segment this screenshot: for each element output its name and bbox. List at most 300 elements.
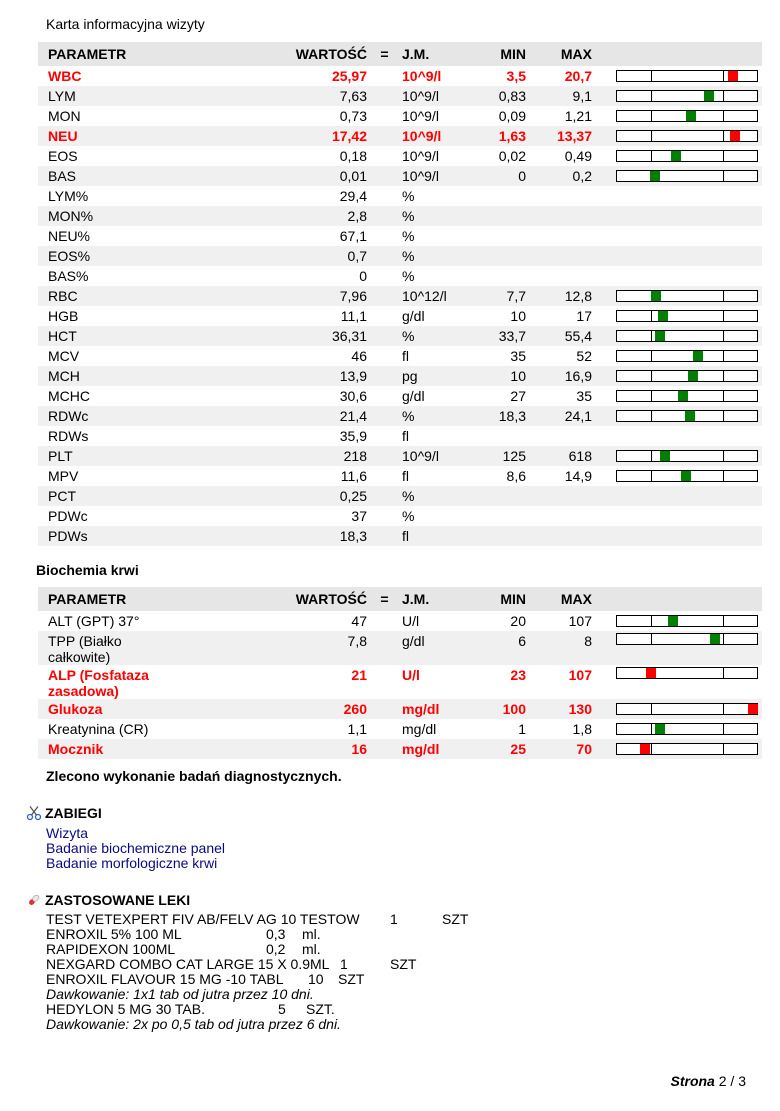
range-bar xyxy=(616,633,758,645)
range-bar-cell xyxy=(592,506,762,526)
param-unit: % xyxy=(402,408,415,424)
range-bar-cell xyxy=(592,426,762,446)
range-bar xyxy=(616,350,758,362)
range-tick xyxy=(651,331,652,341)
range-tick xyxy=(723,111,724,121)
param-max xyxy=(526,266,592,286)
range-bar xyxy=(616,470,758,482)
param-unit: 10^9/l xyxy=(402,128,442,144)
range-marker xyxy=(704,91,714,101)
param-min xyxy=(454,486,526,506)
range-bar-cell xyxy=(592,246,762,266)
table-row xyxy=(38,366,762,386)
param-max: 9,1 xyxy=(572,88,592,104)
param-min xyxy=(454,246,526,266)
range-tick xyxy=(723,451,724,461)
param-name: HGB xyxy=(48,308,79,324)
med-text: HEDYLON 5 MG 30 TAB. xyxy=(46,1001,205,1017)
range-tick xyxy=(723,131,724,141)
param-max xyxy=(526,486,592,506)
range-tick xyxy=(723,616,724,626)
eq-cell xyxy=(367,166,402,186)
range-marker xyxy=(728,71,738,81)
eq-cell xyxy=(367,226,402,246)
param-name: WBC xyxy=(48,68,82,84)
eq-cell xyxy=(367,699,402,719)
param-name: PLT xyxy=(48,448,73,464)
med-quantity: SZT xyxy=(338,971,365,987)
header-range-bar xyxy=(592,587,762,611)
range-tick xyxy=(651,111,652,121)
param-min: 100 xyxy=(502,701,526,717)
param-name: MON% xyxy=(48,208,94,224)
range-bar xyxy=(616,390,758,402)
table-row xyxy=(38,246,762,266)
range-marker xyxy=(650,171,660,181)
eq-cell xyxy=(367,306,402,326)
param-unit: U/l xyxy=(402,613,420,629)
eq-cell xyxy=(367,426,402,446)
param-name: MON xyxy=(48,108,81,124)
param-max: 24,1 xyxy=(564,408,592,424)
eq-cell xyxy=(367,406,402,426)
param-max xyxy=(526,506,592,526)
param-min: 8,6 xyxy=(506,468,526,484)
range-tick xyxy=(651,724,652,734)
param-value: 13,9 xyxy=(339,368,367,384)
range-bar xyxy=(616,150,758,162)
param-min: 1 xyxy=(518,721,526,737)
param-value: 21,4 xyxy=(339,408,367,424)
range-marker xyxy=(685,411,695,421)
range-tick xyxy=(723,668,724,678)
param-value: 218 xyxy=(343,448,367,464)
header-value: WARTOŚĆ xyxy=(295,591,367,607)
param-min: 23 xyxy=(510,667,526,683)
param-unit: g/dl xyxy=(402,633,425,649)
range-bar xyxy=(616,743,758,755)
param-value: 0,73 xyxy=(339,108,367,124)
med-text: NEXGARD COMBO CAT LARGE 15 X 0.9ML xyxy=(46,956,330,972)
param-max: 17 xyxy=(576,308,592,324)
param-name: RDWs xyxy=(48,428,89,444)
table-row xyxy=(38,66,762,86)
table-row xyxy=(38,226,762,246)
param-value: 67,1 xyxy=(339,228,367,244)
param-min: 6 xyxy=(518,633,526,649)
table-row xyxy=(38,146,762,166)
range-bar-cell xyxy=(592,526,762,546)
range-tick xyxy=(651,71,652,81)
med-quantity: SZT xyxy=(390,956,417,972)
param-unit: fl xyxy=(402,468,409,484)
table-row xyxy=(38,611,762,631)
range-tick xyxy=(651,91,652,101)
param-value: 36,31 xyxy=(331,328,367,344)
table-row xyxy=(38,126,762,146)
eq-cell xyxy=(367,126,402,146)
param-min xyxy=(454,206,526,226)
param-max: 35 xyxy=(576,388,592,404)
range-tick xyxy=(651,616,652,626)
range-bar xyxy=(616,615,758,627)
table-row xyxy=(38,506,762,526)
range-marker xyxy=(688,371,698,381)
med-quantity: ml. xyxy=(302,926,321,942)
header-min: MIN xyxy=(500,46,526,62)
range-bar xyxy=(616,310,758,322)
param-name: EOS% xyxy=(48,248,91,264)
range-bar-cell xyxy=(592,186,762,206)
range-tick xyxy=(651,391,652,401)
param-min: 0,02 xyxy=(498,148,526,164)
param-max: 1,8 xyxy=(572,721,592,737)
param-name: MCHC xyxy=(48,388,90,404)
param-name: MCV xyxy=(48,348,80,364)
range-bar-cell xyxy=(592,126,762,146)
eq-cell xyxy=(367,506,402,526)
param-name: EOS xyxy=(48,148,78,164)
range-marker xyxy=(646,668,656,678)
morphology-table xyxy=(38,42,762,546)
range-marker xyxy=(671,151,681,161)
eq-cell xyxy=(367,486,402,506)
param-name: NEU% xyxy=(48,228,91,244)
range-marker xyxy=(678,391,688,401)
param-max: 107 xyxy=(568,613,592,629)
range-bar-cell xyxy=(592,665,762,699)
param-unit: % xyxy=(402,208,415,224)
eq-cell xyxy=(367,206,402,226)
med-text: ENROXIL 5% 100 ML xyxy=(46,926,182,942)
param-value: 37 xyxy=(351,508,367,524)
range-tick xyxy=(723,704,724,714)
range-bar xyxy=(616,703,758,715)
range-marker xyxy=(730,131,740,141)
range-bar xyxy=(616,370,758,382)
param-unit: % xyxy=(402,248,415,264)
param-max: 14,9 xyxy=(564,468,592,484)
range-tick xyxy=(723,311,724,321)
range-marker xyxy=(651,291,661,301)
param-max xyxy=(526,526,592,546)
scissors-icon xyxy=(26,805,42,821)
table-row xyxy=(38,526,762,546)
med-text: Dawkowanie: 1x1 tab od jutra przez 10 dni. xyxy=(46,986,314,1002)
range-tick xyxy=(723,411,724,421)
param-max: 13,37 xyxy=(556,128,592,144)
param-max: 16,9 xyxy=(564,368,592,384)
param-name: BAS xyxy=(48,168,77,184)
param-min: 10 xyxy=(510,308,526,324)
med-quantity: 10 xyxy=(308,971,324,987)
param-name: TPP (Białko całkowite) xyxy=(48,633,122,665)
param-max: 8 xyxy=(584,633,592,649)
range-tick xyxy=(723,171,724,181)
param-value: 25,97 xyxy=(331,68,367,84)
header-max: MAX xyxy=(560,46,592,62)
range-marker xyxy=(655,724,665,734)
range-bar xyxy=(616,410,758,422)
table-row xyxy=(38,206,762,226)
range-tick xyxy=(723,331,724,341)
med-text: ENROXIL FLAVOUR 15 MG -10 TABL xyxy=(46,971,284,987)
param-name: PDWc xyxy=(48,508,88,524)
param-value: 0,18 xyxy=(339,148,367,164)
param-min: 35 xyxy=(510,348,526,364)
header-min: MIN xyxy=(500,591,526,607)
eq-cell xyxy=(367,266,402,286)
medications-title: ZASTOSOWANE LEKI xyxy=(45,892,191,908)
header-eq: = xyxy=(380,591,389,607)
range-tick xyxy=(651,634,652,644)
param-value: 29,4 xyxy=(339,188,367,204)
param-unit: mg/dl xyxy=(402,741,440,757)
eq-cell xyxy=(367,739,402,759)
param-max: 0,2 xyxy=(572,168,592,184)
param-name: ALT (GPT) 37° xyxy=(48,613,140,629)
eq-cell xyxy=(367,86,402,106)
eq-cell xyxy=(367,631,402,665)
param-name: Kreatynina (CR) xyxy=(48,721,149,737)
param-unit: fl xyxy=(402,528,409,544)
document-title: Karta informacyjna wizyty xyxy=(46,16,205,32)
table-row xyxy=(38,346,762,366)
param-min xyxy=(454,186,526,206)
pill-icon xyxy=(26,892,42,908)
header-value: WARTOŚĆ xyxy=(295,46,367,62)
table-row xyxy=(38,266,762,286)
range-bar-cell xyxy=(592,366,762,386)
param-min xyxy=(454,526,526,546)
header-param: PARAMETR xyxy=(48,591,127,607)
med-text: Dawkowanie: 2x po 0,5 tab od jutra przez 6 dni. xyxy=(46,1016,341,1032)
range-bar xyxy=(616,330,758,342)
param-unit: 10^9/l xyxy=(402,68,442,84)
range-bar xyxy=(616,170,758,182)
param-name: MPV xyxy=(48,468,79,484)
range-marker xyxy=(655,331,665,341)
eq-cell xyxy=(367,386,402,406)
param-min: 0 xyxy=(518,168,526,184)
header-eq: = xyxy=(380,46,389,62)
range-bar-cell xyxy=(592,406,762,426)
param-max: 0,49 xyxy=(564,148,592,164)
med-quantity: SZT. xyxy=(306,1001,335,1017)
range-bar-cell xyxy=(592,486,762,506)
eq-cell xyxy=(367,719,402,739)
med-quantity: ml. xyxy=(302,941,321,957)
param-min: 33,7 xyxy=(498,328,526,344)
range-tick xyxy=(651,704,652,714)
param-unit: % xyxy=(402,268,415,284)
eq-cell xyxy=(367,466,402,486)
range-tick xyxy=(723,371,724,381)
param-max xyxy=(526,246,592,266)
param-min: 0,09 xyxy=(498,108,526,124)
range-bar xyxy=(616,90,758,102)
range-tick xyxy=(651,131,652,141)
eq-cell xyxy=(367,286,402,306)
range-marker xyxy=(660,451,670,461)
med-quantity: 5 xyxy=(278,1001,286,1017)
range-bar xyxy=(616,130,758,142)
param-unit: % xyxy=(402,328,415,344)
range-tick xyxy=(723,71,724,81)
param-max: 1,21 xyxy=(564,108,592,124)
param-value: 46 xyxy=(351,348,367,364)
procedure-item: Badanie biochemiczne panel xyxy=(46,840,226,856)
range-bar xyxy=(616,723,758,735)
med-quantity: SZT xyxy=(442,911,469,927)
param-min: 20 xyxy=(510,613,526,629)
param-value: 30,6 xyxy=(339,388,367,404)
param-max: 130 xyxy=(568,701,592,717)
table-row xyxy=(38,631,762,665)
med-text: RAPIDEXON 100ML xyxy=(46,941,176,957)
table-row xyxy=(38,426,762,446)
range-bar-cell xyxy=(592,206,762,226)
param-value: 260 xyxy=(343,701,367,717)
table-row xyxy=(38,446,762,466)
param-min: 10 xyxy=(510,368,526,384)
range-bar-cell xyxy=(592,106,762,126)
table-header-row xyxy=(38,587,762,611)
table-row xyxy=(38,166,762,186)
biochemistry-table xyxy=(38,587,762,759)
range-bar-cell xyxy=(592,446,762,466)
param-unit: 10^9/l xyxy=(402,88,439,104)
procedure-item: Wizyta xyxy=(46,825,88,841)
eq-cell xyxy=(367,366,402,386)
param-value: 47 xyxy=(351,613,367,629)
range-marker xyxy=(693,351,703,361)
param-name: RDWc xyxy=(48,408,89,424)
param-min: 1,63 xyxy=(498,128,526,144)
range-bar-cell xyxy=(592,326,762,346)
range-marker xyxy=(658,311,668,321)
page-footer xyxy=(671,1073,747,1089)
med-quantity: 1 xyxy=(390,911,398,927)
param-unit: fl xyxy=(402,348,409,364)
param-name: PCT xyxy=(48,488,76,504)
table-row xyxy=(38,86,762,106)
range-bar-cell xyxy=(592,146,762,166)
param-max xyxy=(526,186,592,206)
table-row xyxy=(38,386,762,406)
param-value: 7,96 xyxy=(339,288,367,304)
param-value: 18,3 xyxy=(339,528,367,544)
table-row xyxy=(38,406,762,426)
range-tick xyxy=(723,291,724,301)
param-unit: 10^9/l xyxy=(402,108,439,124)
param-value: 16 xyxy=(351,741,367,757)
param-unit: fl xyxy=(402,428,409,444)
range-bar-cell xyxy=(592,739,762,759)
table-header-row xyxy=(38,42,762,66)
range-bar-cell xyxy=(592,719,762,739)
param-unit: mg/dl xyxy=(402,701,440,717)
range-tick xyxy=(651,371,652,381)
param-name: Mocznik xyxy=(48,741,104,757)
header-unit: J.M. xyxy=(402,46,430,62)
param-value: 0,25 xyxy=(339,488,367,504)
table-row xyxy=(38,306,762,326)
range-bar-cell xyxy=(592,86,762,106)
param-value: 7,8 xyxy=(347,633,367,649)
table-row xyxy=(38,486,762,506)
med-quantity: 1 xyxy=(340,956,348,972)
page-number: 2 xyxy=(718,1073,727,1089)
header-param: PARAMETR xyxy=(48,46,127,62)
table-row xyxy=(38,106,762,126)
param-value: 11,1 xyxy=(340,308,367,324)
param-name: PDWs xyxy=(48,528,88,544)
param-min: 0,83 xyxy=(498,88,526,104)
param-unit: mg/dl xyxy=(402,721,437,737)
param-max: 70 xyxy=(576,741,592,757)
param-max xyxy=(526,226,592,246)
eq-cell xyxy=(367,346,402,366)
param-min: 7,7 xyxy=(506,288,526,304)
param-unit: 10^9/l xyxy=(402,148,439,164)
diagnostics-note: Zlecono wykonanie badań diagnostycznych. xyxy=(46,768,342,784)
header-unit: J.M. xyxy=(402,591,430,607)
page-separator: / xyxy=(730,1073,735,1089)
range-tick xyxy=(651,351,652,361)
range-bar xyxy=(616,290,758,302)
param-max: 618 xyxy=(568,448,592,464)
table-row xyxy=(38,719,762,739)
page-label: Strona xyxy=(670,1073,715,1089)
range-bar xyxy=(616,70,758,82)
range-bar-cell xyxy=(592,266,762,286)
range-bar-cell xyxy=(592,611,762,631)
range-bar xyxy=(616,667,758,679)
param-name: ALP (Fosfataza zasadowa) xyxy=(48,667,149,699)
eq-cell xyxy=(367,246,402,266)
eq-cell xyxy=(367,526,402,546)
eq-cell xyxy=(367,106,402,126)
table-row xyxy=(38,739,762,759)
range-tick xyxy=(651,471,652,481)
table-row xyxy=(38,186,762,206)
param-name: Glukoza xyxy=(48,701,103,717)
range-marker xyxy=(748,704,758,714)
param-unit: 10^9/l xyxy=(402,448,439,464)
param-unit: pg xyxy=(402,368,418,384)
table-row xyxy=(38,466,762,486)
param-value: 17,42 xyxy=(331,128,367,144)
header-max: MAX xyxy=(560,591,592,607)
param-min: 3,5 xyxy=(506,68,526,84)
med-quantity: 0,2 xyxy=(266,941,286,957)
param-name: LYM% xyxy=(48,188,89,204)
range-bar-cell xyxy=(592,346,762,366)
range-tick xyxy=(723,91,724,101)
procedure-item: Badanie morfologiczne krwi xyxy=(46,855,218,871)
eq-cell xyxy=(367,326,402,346)
range-marker xyxy=(668,616,678,626)
param-value: 0 xyxy=(359,268,367,284)
param-value: 7,63 xyxy=(339,88,367,104)
range-bar-cell xyxy=(592,699,762,719)
param-value: 35,9 xyxy=(339,428,367,444)
range-tick xyxy=(723,724,724,734)
param-name: BAS% xyxy=(48,268,89,284)
range-tick xyxy=(651,151,652,161)
param-min: 125 xyxy=(502,448,526,464)
